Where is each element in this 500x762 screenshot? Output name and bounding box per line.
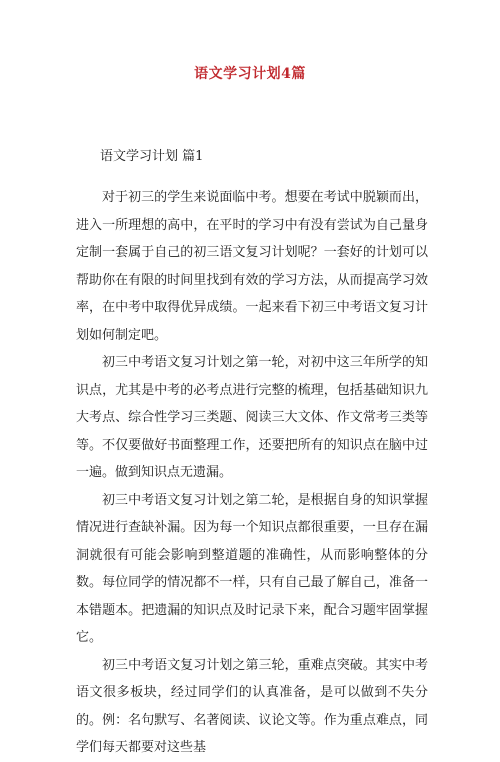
paragraph-1: 对于初三的学生来说面临中考。想要在考试中脱颖而出，进入一所理想的高中，在平时的学习中有没有尝试为自己量身定制一套属于自己的初三语文复习计划呢？一套好的计划可以帮助你在有限的时间里找到有效的学习方法，从而提高学习效率，在中考中取得优异成绩。一起来看下初三中考语文复习计划如何制定吧。 [76,190,428,343]
document-title: 语文学习计划4篇 [194,66,306,82]
paragraph-2: 初三中考语文复习计划之第一轮，对初中这三年所学的知识点，尤其是中考的必考点进行完整的梳理，包括基础知识九大考点、综合性学习三类题、阅读三大文体、作文常考三类等等。不仅要做好书面整理工作，还要把所有的知识点在脑中过一遍。做到知识点无遗漏。 [76,355,428,480]
paragraph-3: 初三中考语文复习计划之第二轮，是根据自身的知识掌握情况进行查缺补漏。因为每一个知识点都很重要，一旦存在漏洞就很有可能会影响到整道题的准确性，从而影响整体的分数。每位同学的情况都不一样，只有自己最了解自己，准备一本错题本。把遗漏的知识点及时记录下来，配合习题牢固掌握它。 [76,492,428,645]
section-heading: 语文学习计划 篇1 [100,149,204,164]
document-body [76,184,428,762]
paragraph-4: 初三中考语文复习计划之第三轮，重难点突破。其实中考语文很多板块，经过同学们的认真准备，是可以做到不失分的。例：名句默写、名著阅读、议论文等。作为重点难点，同学们每天都要对这些基 [76,657,428,755]
